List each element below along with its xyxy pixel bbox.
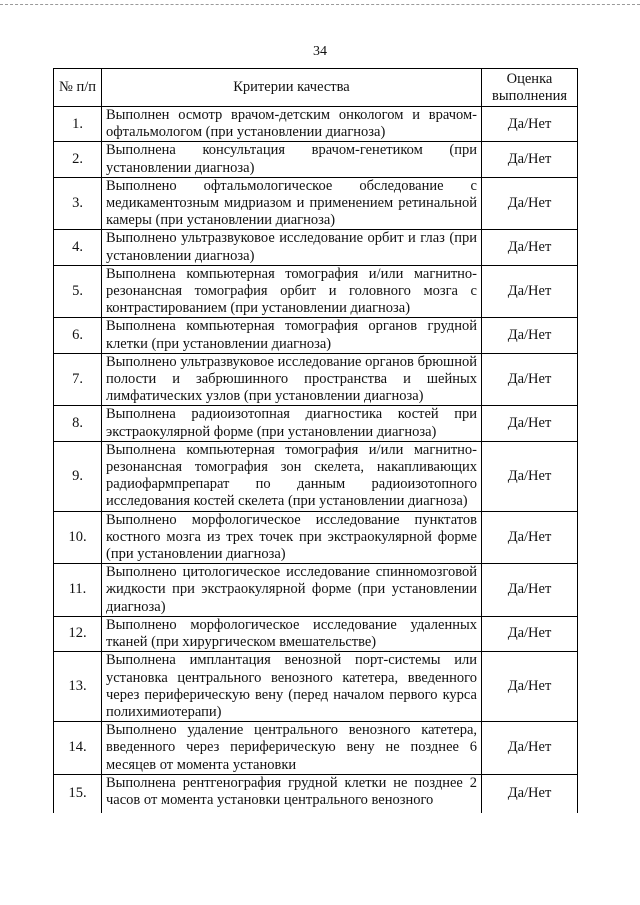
row-score: Да/Нет: [482, 230, 578, 265]
row-score: Да/Нет: [482, 722, 578, 775]
row-number: 2.: [54, 142, 102, 177]
row-criterion: Выполнено морфологическое исследование пунктатов костного мозга из трех точек при экстраокулярной форме (при установлении диагноза): [102, 511, 482, 564]
row-score: Да/Нет: [482, 406, 578, 441]
row-criterion: Выполнено цитологическое исследование спинномозговой жидкости при экстраокулярной форме (при установлении диагноза): [102, 564, 482, 617]
row-score: Да/Нет: [482, 511, 578, 564]
table-row: [54, 230, 578, 265]
row-number: 1.: [54, 107, 102, 142]
row-score: Да/Нет: [482, 652, 578, 722]
row-number: 15.: [54, 774, 102, 813]
row-score: Да/Нет: [482, 142, 578, 177]
row-number: 11.: [54, 564, 102, 617]
row-number: 5.: [54, 265, 102, 318]
row-number: 6.: [54, 318, 102, 353]
header-number: № п/п: [54, 69, 102, 107]
row-criterion: Выполнено ультразвуковое исследование органов брюшной полости и забрюшинного пространства и шейных лимфатических узлов (при установлении диагноза): [102, 353, 482, 406]
table-row: [54, 511, 578, 564]
table-row: [54, 265, 578, 318]
row-criterion: Выполнено офтальмологическое обследование с медикаментозным мидриазом и применением ретинальной камеры (при установлении диагноза): [102, 177, 482, 230]
table-row: [54, 616, 578, 651]
row-score: Да/Нет: [482, 265, 578, 318]
row-score: Да/Нет: [482, 353, 578, 406]
row-criterion: Выполнено удаление центрального венозного катетера, введенного через периферическую вену не позднее 6 месяцев от момента установки: [102, 722, 482, 775]
row-number: 14.: [54, 722, 102, 775]
scan-top-border: [0, 4, 640, 5]
quality-criteria-table: [53, 68, 578, 813]
row-score: Да/Нет: [482, 441, 578, 511]
row-score: Да/Нет: [482, 177, 578, 230]
row-score: Да/Нет: [482, 774, 578, 813]
row-number: 12.: [54, 616, 102, 651]
table-row: [54, 406, 578, 441]
row-number: 8.: [54, 406, 102, 441]
row-number: 3.: [54, 177, 102, 230]
row-criterion: Выполнена компьютерная томография органов грудной клетки (при установлении диагноза): [102, 318, 482, 353]
row-criterion: Выполнена консультация врачом-генетиком (при установлении диагноза): [102, 142, 482, 177]
row-criterion: Выполнена радиоизотопная диагностика костей при экстраокулярной форме (при установлении диагноза): [102, 406, 482, 441]
row-criterion: Выполнена компьютерная томография и/или магнитно-резонансная томография орбит и головного мозга с контрастированием (при установлении диагноза): [102, 265, 482, 318]
header-criteria: Критерии качества: [102, 69, 482, 107]
table-row: [54, 353, 578, 406]
row-score: Да/Нет: [482, 318, 578, 353]
table-row: [54, 722, 578, 775]
table-row: [54, 564, 578, 617]
row-criterion: Выполнена рентгенография грудной клетки не позднее 2 часов от момента установки центрального венозного: [102, 774, 482, 813]
row-criterion: Выполнена имплантация венозной порт-системы или установка центрального венозного катетера, введенного через периферическую вену (перед началом первого курса полихимиотерапи): [102, 652, 482, 722]
row-criterion: Выполнена компьютерная томография и/или магнитно-резонансная томография зон скелета, накапливающих радиофармпрепарат по данным радиоизотопного исследования костей скелета (при установлении диагноза): [102, 441, 482, 511]
page-number: 34: [313, 44, 327, 59]
table-row: [54, 441, 578, 511]
header-score: Оценка выполнения: [482, 69, 578, 107]
row-score: Да/Нет: [482, 107, 578, 142]
table-row: [54, 142, 578, 177]
row-number: 9.: [54, 441, 102, 511]
row-criterion: Выполнено морфологическое исследование удаленных тканей (при хирургическом вмешательстве): [102, 616, 482, 651]
table-row: [54, 318, 578, 353]
row-number: 10.: [54, 511, 102, 564]
row-criterion: Выполнено ультразвуковое исследование орбит и глаз (при установлении диагноза): [102, 230, 482, 265]
table-row: [54, 652, 578, 722]
row-number: 13.: [54, 652, 102, 722]
table-row: [54, 774, 578, 813]
row-score: Да/Нет: [482, 564, 578, 617]
row-number: 4.: [54, 230, 102, 265]
row-score: Да/Нет: [482, 616, 578, 651]
table-header-row: [54, 69, 578, 107]
table-row: [54, 107, 578, 142]
row-number: 7.: [54, 353, 102, 406]
table-row: [54, 177, 578, 230]
row-criterion: Выполнен осмотр врачом-детским онкологом и врачом-офтальмологом (при установлении диагноза): [102, 107, 482, 142]
